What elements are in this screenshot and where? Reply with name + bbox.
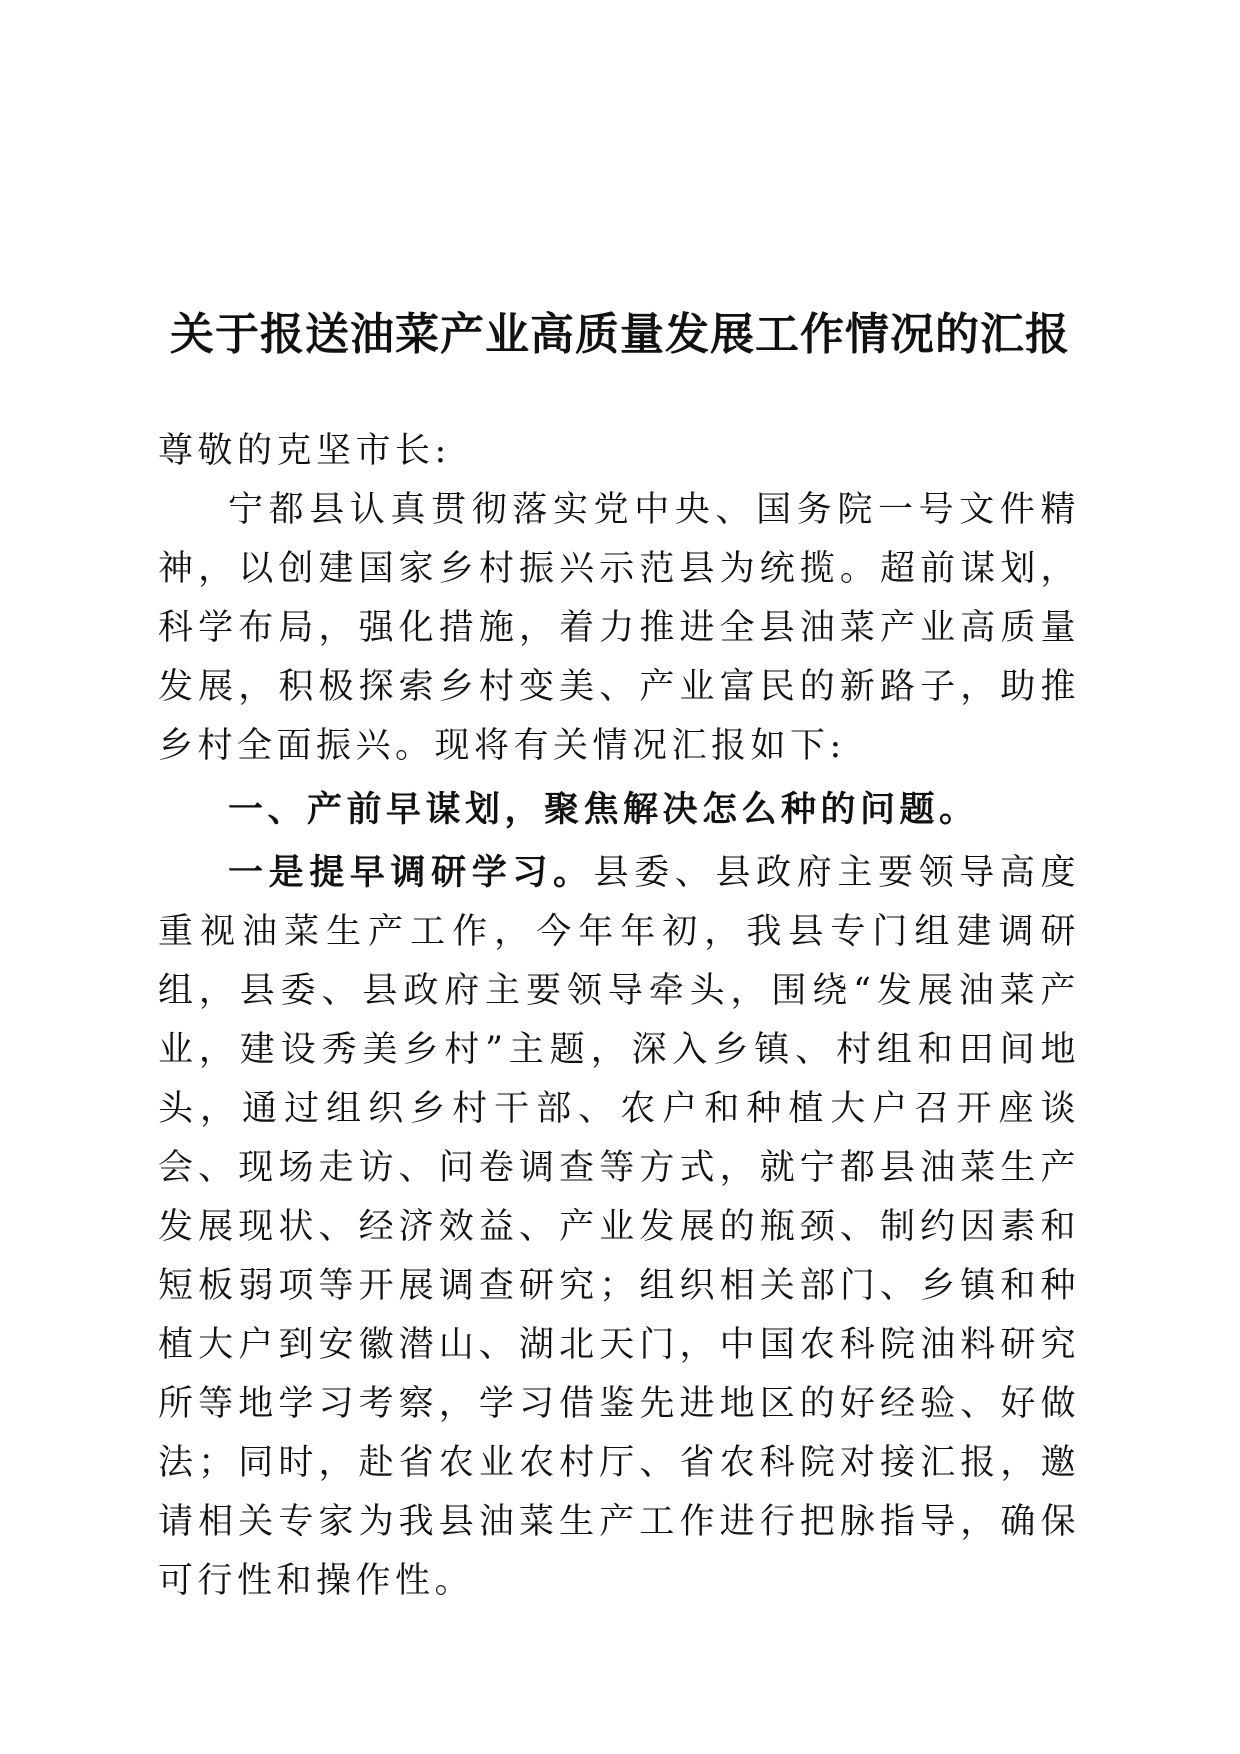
section-heading: 一、产前早谋划，聚焦解决怎么种的问题。 bbox=[228, 789, 979, 830]
section-paragraph bbox=[158, 843, 1080, 1611]
document-title: 关于报送油菜产业高质量发展工作情况的汇报 bbox=[170, 309, 1070, 360]
paragraph-lead: 一是提早调研学习。 bbox=[228, 852, 594, 893]
document-body bbox=[158, 422, 1080, 1611]
salutation: 尊敬的克坚市长: bbox=[158, 431, 451, 471]
paragraph-text: 县委、县政府主要领导高度重视油菜生产工作，今年年初，我县专门组建调研组，县委、县政府主要领导牵头，围绕“发展油菜产业，建设秀美乡村”主题，深入乡镇、村组和田间地头，通过组织乡村干部、农户和种植大户召开座谈会、现场走访、问卷调查等方式，就宁都县油菜生产发展现状、经济效益、产业发展的瓶颈、制约因素和短板弱项等开展调查研究；组织相关部门、乡镇和种植大户到安徽潜山、湖北天门，中国农科院油料研究所等地学习考察，学习借鉴先进地区的好经验、好做法；同时，赴省农业农村厅、省农科院对接汇报，邀请相关专家为我县油菜生产工作进行把脉指导，确保可行性和操作性。 bbox=[158, 853, 1080, 1601]
intro-paragraph: 宁都县认真贯彻落实党中央、国务院一号文件精神，以创建国家乡村振兴示范县为统揽。超前谋划，科学布局，强化措施，着力推进全县油菜产业高质量发展，积极探索乡村变美、产业富民的新路子，助推乡村全面振兴。现将有关情况汇报如下: bbox=[158, 490, 1080, 766]
